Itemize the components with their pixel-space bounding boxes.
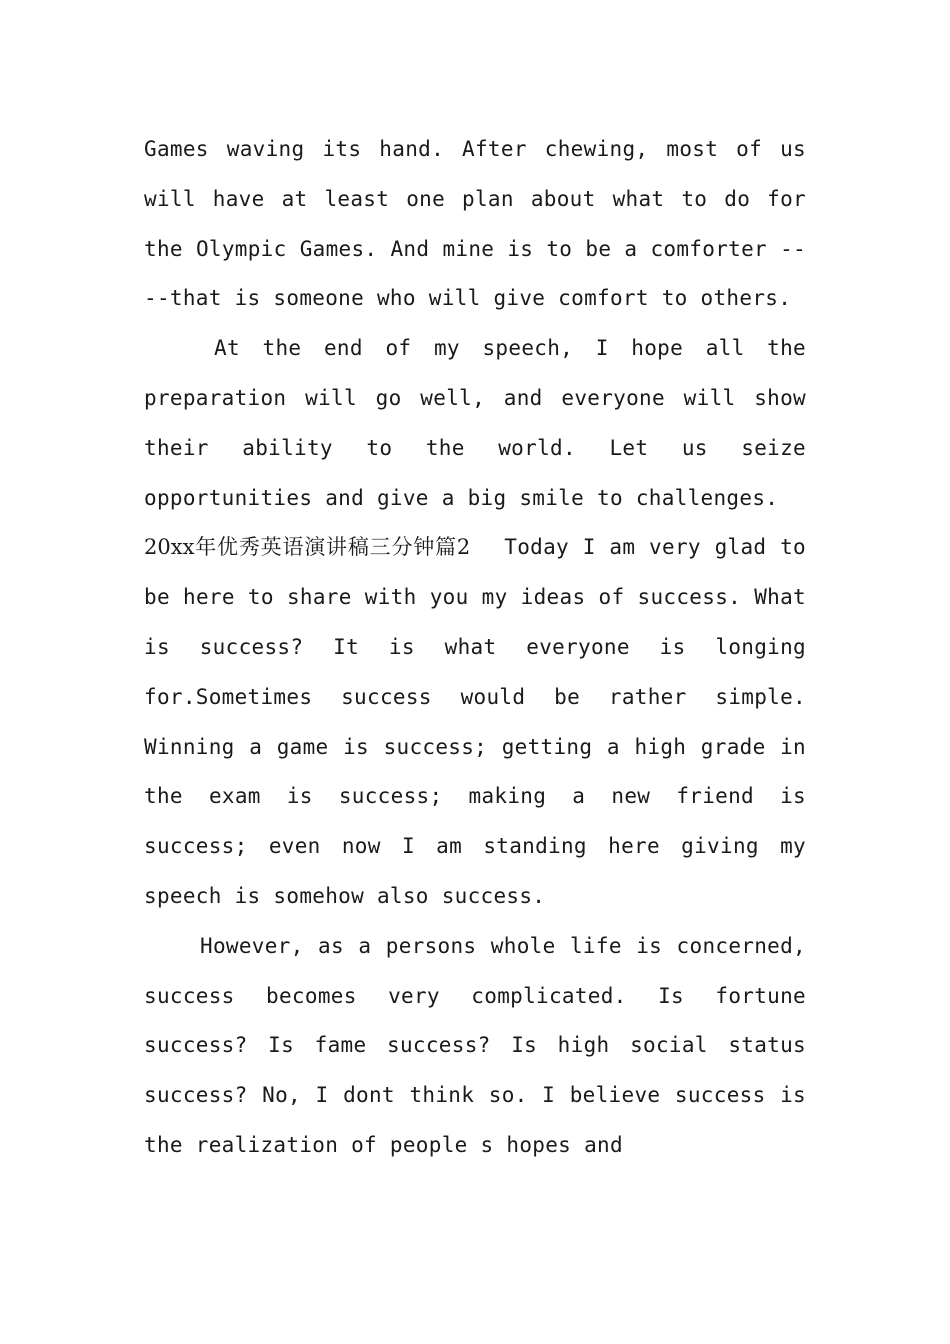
document-body [144,125,806,1171]
paragraph-olympic-plan: Games waving its hand. After chewing, most of us will have at least one plan about what to do for the Olympic Games. And mine is to be a comforter ----that is someone who will give comfort to others. [144,137,806,311]
paragraph-success-intro [144,523,806,921]
section-title: 20xx年优秀英语演讲稿三分钟篇2 [144,535,471,560]
paragraph-speech-conclusion: At the end of my speech, I hope all the preparation will go well, and everyone will show their ability to the world. Let us seize opportunities and give a big smile to challenges. [144,336,806,510]
paragraph-success-intro-text: Today I am very glad to be here to share with you my ideas of success. What is success? It is what everyone is longing for.Sometimes success would be rather simple. Winning a game is success; getting a high grade in the exam is success; making a new friend is success; even now I am standing here giving my speech is somehow also success. [144,535,806,908]
paragraph-success-complicated: However, as a persons whole life is concerned, success becomes very complicated. Is fortune success? Is fame success? Is high social status success? No, I dont think so. I believe success is the realization of people s hopes and [144,933,806,1157]
